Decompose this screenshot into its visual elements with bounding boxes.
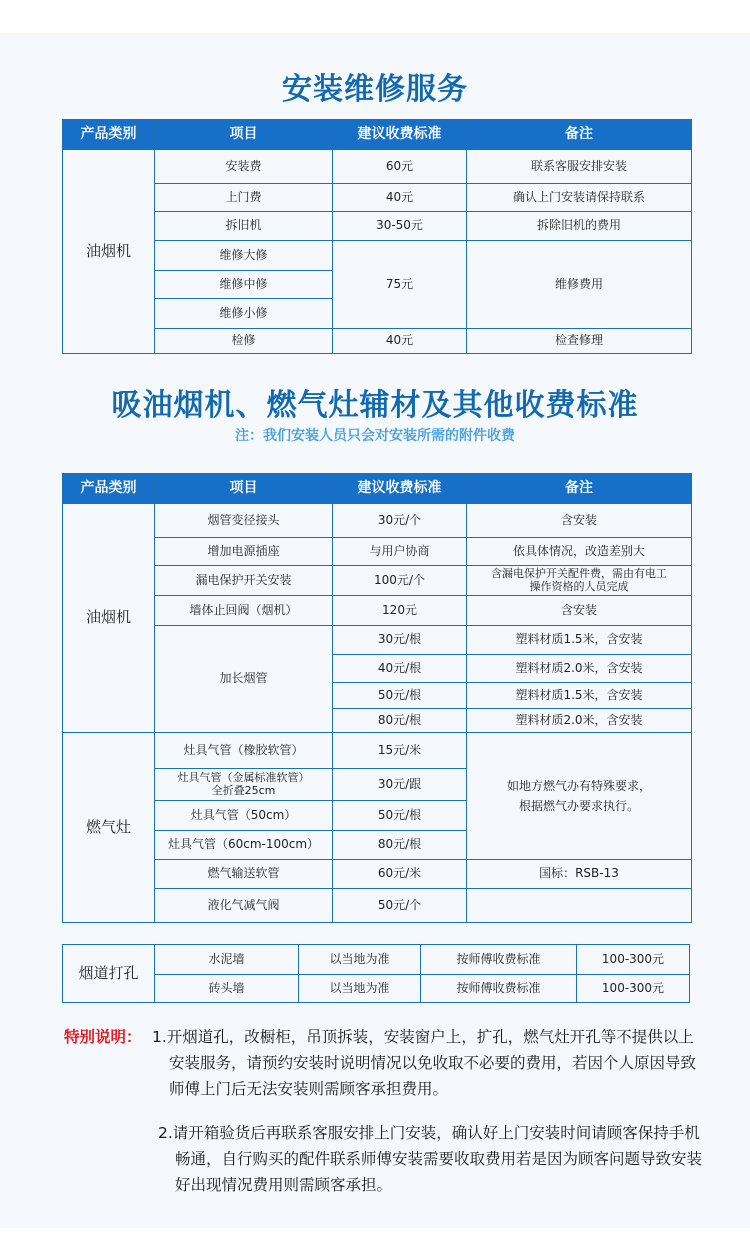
price-cell: 80元/根 (333, 831, 467, 860)
price-cell: 40元 (333, 184, 467, 212)
price-cell: 50元/个 (333, 889, 467, 923)
note-line: 操作资格的人员完成 (529, 579, 629, 593)
accessories-fee-table (62, 473, 692, 923)
wall-cell: 水泥墙 (155, 945, 299, 975)
table-row (63, 184, 692, 212)
note-cell: 含安装 (467, 596, 692, 626)
price-cell: 40元 (333, 329, 467, 354)
table-row (63, 945, 690, 975)
header-item: 项目 (155, 474, 333, 504)
header-item: 项目 (155, 120, 333, 150)
header-note: 备注 (467, 474, 692, 504)
note-cell: 拆除旧机的费用 (467, 212, 692, 241)
note-cell: 塑料材质2.0米，含安装 (467, 655, 692, 683)
note-line: 含漏电保护开关配件费，需由有电工 (491, 567, 667, 581)
table-row (63, 733, 692, 769)
note-item-1 (64, 1024, 704, 1102)
table-row (63, 975, 690, 1003)
item-cell: 拆旧机 (155, 212, 333, 241)
note-cell (467, 889, 692, 923)
item-cell: 维修小修 (155, 299, 333, 329)
wall-cell: 砖头墙 (155, 975, 299, 1003)
price-cell: 50元/根 (333, 801, 467, 831)
note-cell: 塑料材质1.5米，含安装 (467, 683, 692, 709)
note-cell: 塑料材质2.0米，含安装 (467, 709, 692, 733)
price-cell: 100元/个 (333, 566, 467, 596)
basis-cell: 以当地为准 (299, 945, 421, 975)
header-price: 建议收费标准 (333, 474, 467, 504)
table-row (63, 596, 692, 626)
note-cell: 含安装 (467, 504, 692, 538)
install-service-table (62, 119, 692, 354)
note-line: 根据燃气办要求执行。 (518, 799, 639, 813)
item-cell: 灶具气管（60cm-100cm） (155, 831, 333, 860)
category-cell: 油烟机 (63, 150, 155, 354)
special-notes (64, 1024, 704, 1198)
item-cell: 液化气减气阀 (155, 889, 333, 923)
item-line: 全折叠25cm (211, 783, 276, 797)
standard-cell: 按师傅收费标准 (421, 945, 577, 975)
item-cell: 灶具气管（50cm） (155, 801, 333, 831)
basis-cell: 以当地为准 (299, 975, 421, 1003)
price-cell: 与用户协商 (333, 538, 467, 566)
category-cell-stove: 燃气灶 (63, 733, 155, 923)
table-row (63, 150, 692, 184)
category-cell-flue: 烟道打孔 (63, 945, 155, 1003)
price-cell: 60元 (333, 150, 467, 184)
note-item-2 (158, 1120, 704, 1198)
item-cell: 维修大修 (155, 241, 333, 271)
note-text: 2.请开箱验货后再联系客服安排上门安装，确认好上门安装时间请顾客保持手机畅通，自行购买的配件联系师傅安装需要收取费用若是因为顾客问题导致安装好出现情况费用则需顾客承担。 (158, 1124, 703, 1194)
note-cell: 维修费用 (467, 241, 692, 329)
standard-cell: 按师傅收费标准 (421, 975, 577, 1003)
table-header-row (63, 120, 692, 150)
item-line: 灶具气管（金属标准软管） (177, 771, 310, 785)
item-cell: 维修中修 (155, 271, 333, 299)
note-text-wrapper (152, 1024, 704, 1102)
header-category: 产品类别 (63, 474, 155, 504)
price-cell: 100-300元 (577, 945, 690, 975)
item-cell: 燃气输送软管 (155, 860, 333, 889)
category-cell-hood: 油烟机 (63, 504, 155, 733)
item-cell: 漏电保护开关安装 (155, 566, 333, 596)
item-cell: 上门费 (155, 184, 333, 212)
note-cell (467, 733, 692, 860)
note-line: 如地方燃气办有特殊要求， (506, 778, 651, 793)
table-row (63, 626, 692, 655)
price-cell: 30-50元 (333, 212, 467, 241)
section-title-install: 安装维修服务 (282, 72, 468, 107)
price-cell: 50元/根 (333, 683, 467, 709)
note-cell (467, 566, 692, 596)
table-row (63, 504, 692, 538)
item-cell: 烟管变径接头 (155, 504, 333, 538)
notes-label: 特别说明： (64, 1028, 142, 1046)
table-row (63, 566, 692, 596)
note-cell: 联系客服安排安装 (467, 150, 692, 184)
price-cell: 30元/跟 (333, 769, 467, 801)
section-title-accessories: 吸油烟机、燃气灶辅材及其他收费标准 (111, 388, 639, 423)
item-cell: 安装费 (155, 150, 333, 184)
table-row (63, 241, 692, 271)
price-cell: 30元/个 (333, 504, 467, 538)
note-cell: 确认上门安装请保持联系 (467, 184, 692, 212)
section-subtitle: 注：我们安装人员只会对安装所需的附件收费 (235, 428, 515, 444)
price-cell: 60元/米 (333, 860, 467, 889)
note-cell: 塑料材质1.5米，含安装 (467, 626, 692, 655)
table-row (63, 860, 692, 889)
table-row (63, 329, 692, 354)
item-cell: 墙体止回阀（烟机） (155, 596, 333, 626)
price-cell: 120元 (333, 596, 467, 626)
note-cell: 依具体情况，改造差别大 (467, 538, 692, 566)
header-note: 备注 (467, 120, 692, 150)
price-cell: 15元/米 (333, 733, 467, 769)
price-cell: 80元/根 (333, 709, 467, 733)
price-cell: 75元 (333, 241, 467, 329)
header-category: 产品类别 (63, 120, 155, 150)
note-cell: 检查修理 (467, 329, 692, 354)
price-cell: 100-300元 (577, 975, 690, 1003)
header-price: 建议收费标准 (333, 120, 467, 150)
table-row (63, 212, 692, 241)
item-cell: 增加电源插座 (155, 538, 333, 566)
table-row (63, 889, 692, 923)
item-cell (155, 769, 333, 801)
note-text: 1.开烟道孔，改橱柜，吊顶拆装，安装窗户上，扩孔，燃气灶开孔等不提供以上安装服务，请预约安装时说明情况以免收取不必要的费用，若因个人原因导致师傅上门后无法安装则需顾客承担费用。 (152, 1028, 697, 1098)
table-header-row (63, 474, 692, 504)
item-cell: 检修 (155, 329, 333, 354)
flue-drilling-table (62, 944, 690, 1003)
item-cell: 灶具气管（橡胶软管） (155, 733, 333, 769)
item-cell: 加长烟管 (155, 626, 333, 733)
price-cell: 40元/根 (333, 655, 467, 683)
price-cell: 30元/根 (333, 626, 467, 655)
table-row (63, 538, 692, 566)
note-cell: 国标：RSB-13 (467, 860, 692, 889)
